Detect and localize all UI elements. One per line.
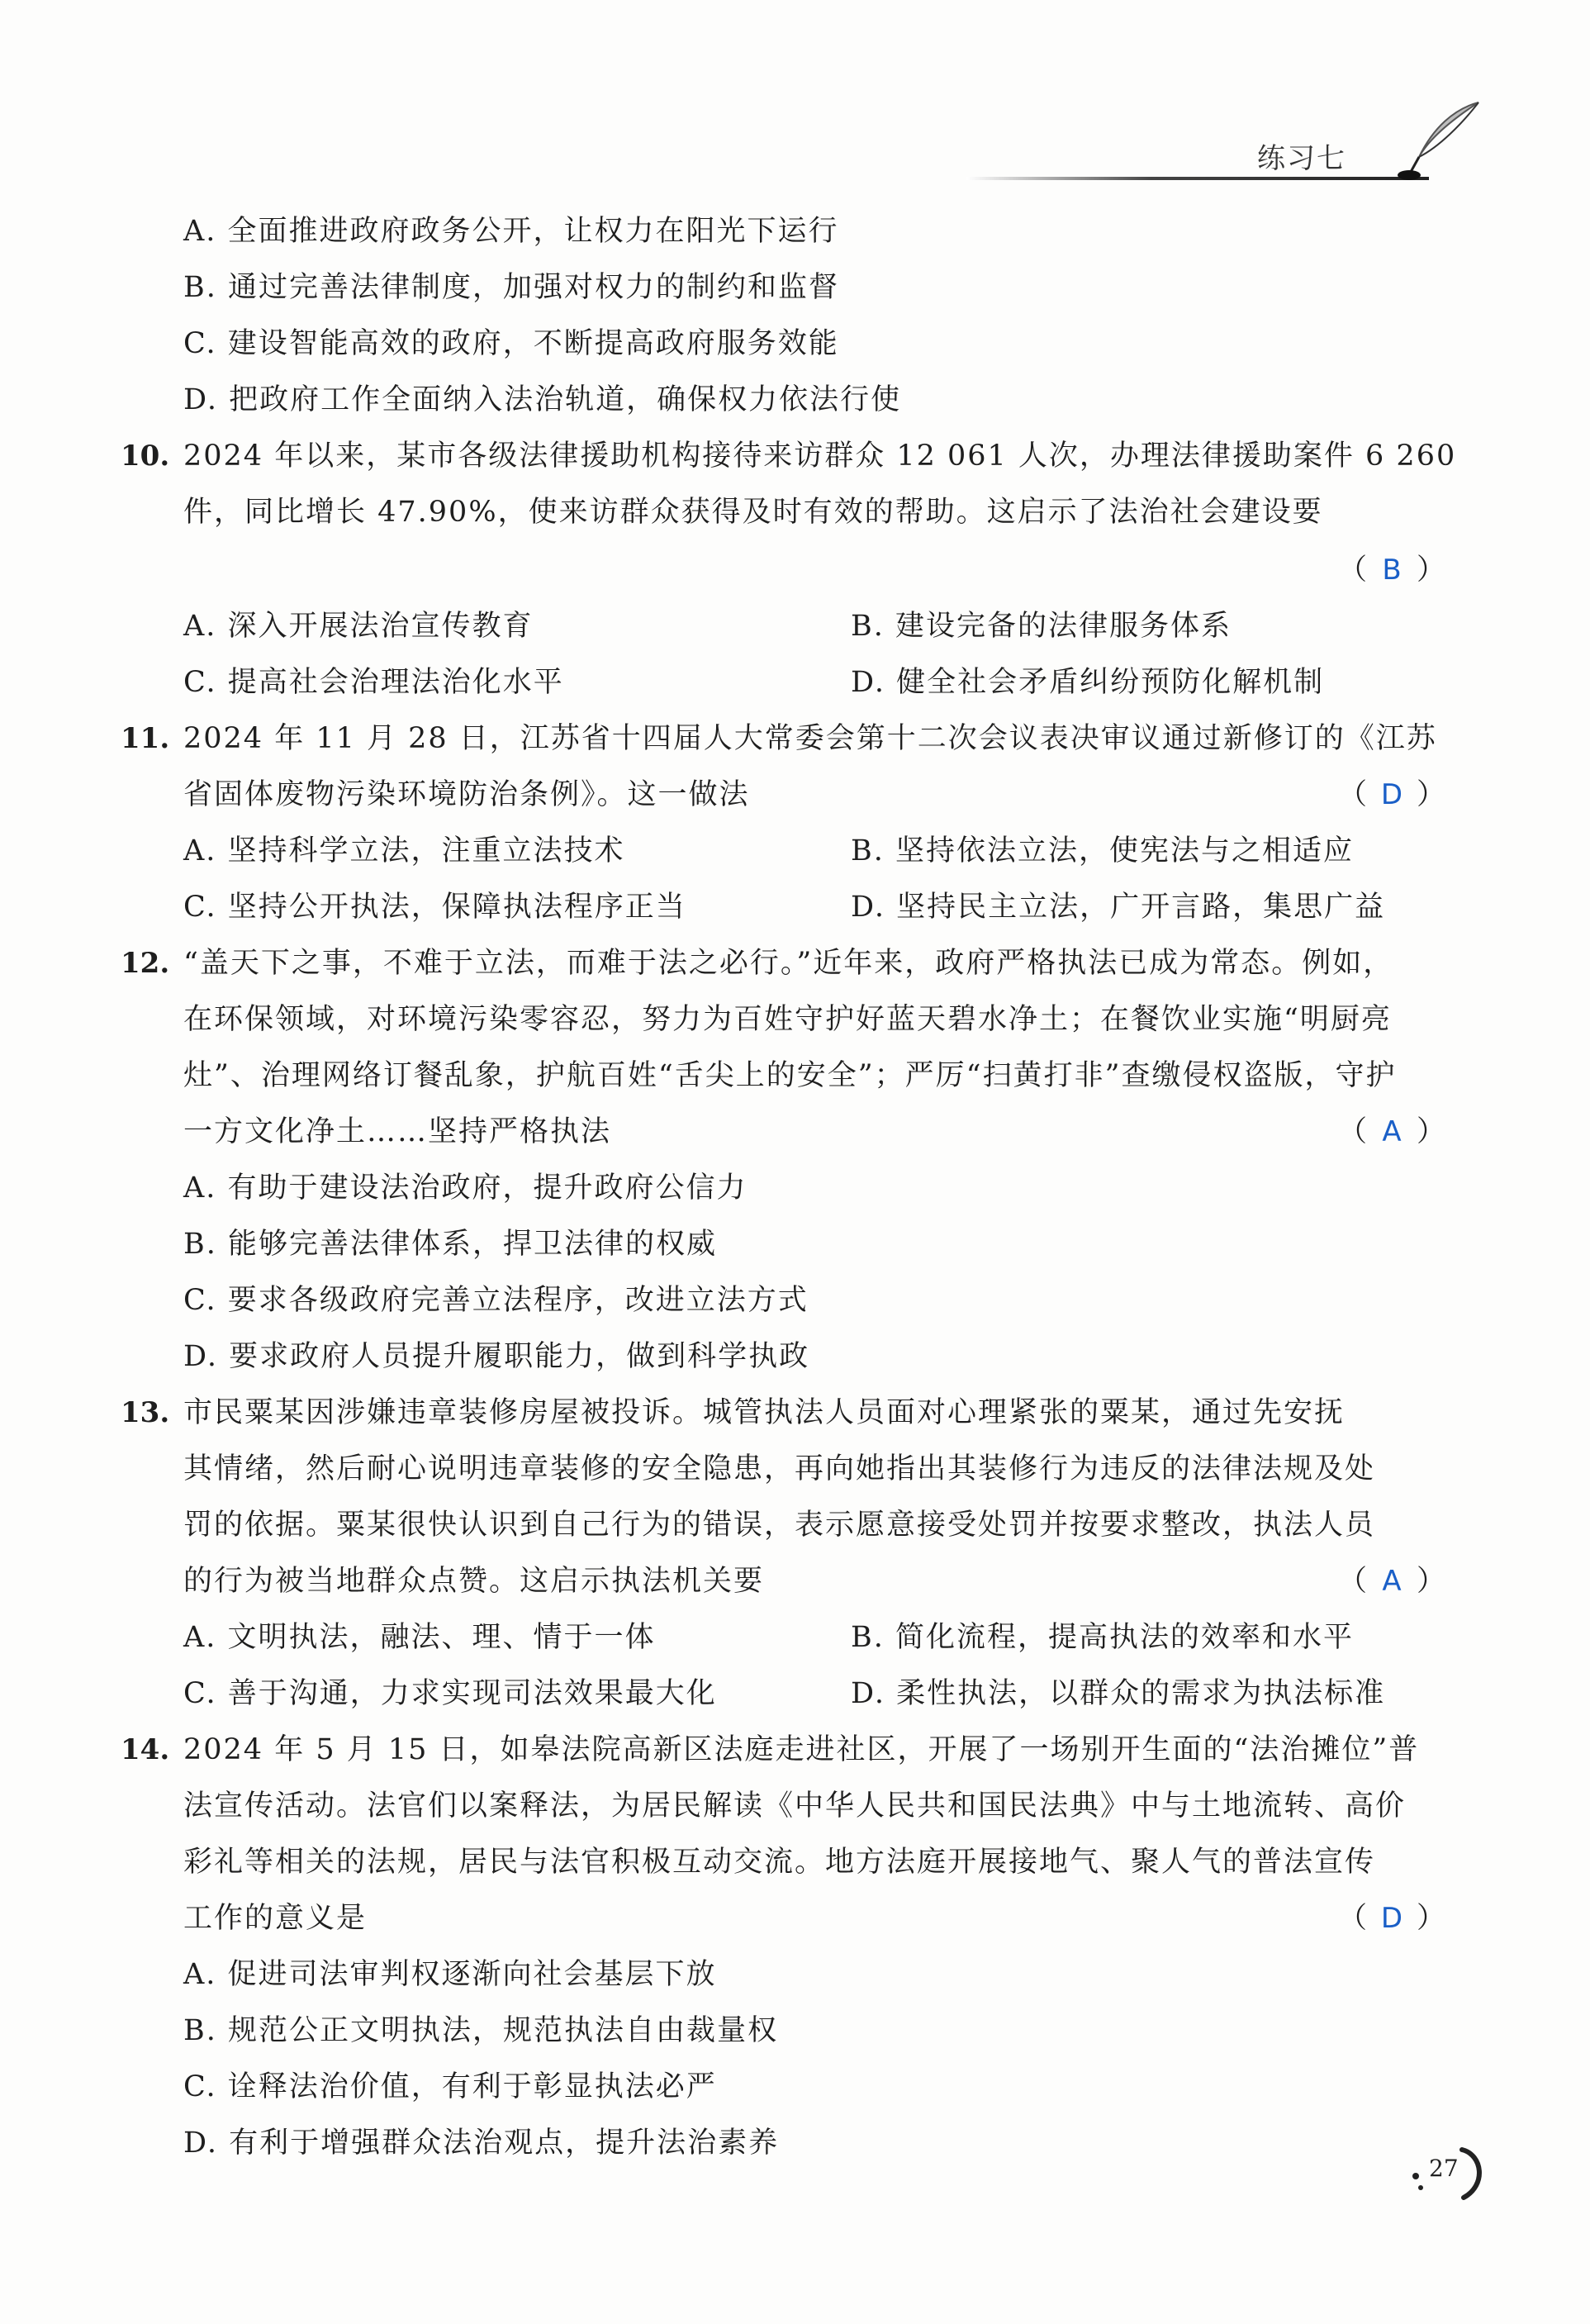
answer-bracket-open: （ (1337, 1115, 1367, 1148)
q13-stem-line-3: 罚的依据。粟某很快认识到自己行为的错误，表示愿意接受处罚并按要求整改，执法人员 (183, 1509, 1376, 1542)
q14-number: 14. (121, 1733, 170, 1766)
q12-stem-line-3: 灶”、治理网络订餐乱象，护航百姓“舌尖上的安全”；严厉“扫黄打非”查缴侵权盗版，守护 (183, 1059, 1397, 1092)
q10-number: 10. (121, 440, 170, 473)
q12-number: 12. (121, 947, 170, 980)
q13-stem-line-4: 的行为被当地群众点赞。这启示执法机关要 (183, 1565, 765, 1598)
q11-answer (1338, 774, 1445, 815)
q13-option-c: C. 善于沟通，力求实现司法效果最大化 (183, 1677, 717, 1710)
q14-option-a: A. 促进司法审判权逐渐向社会基层下放 (183, 1958, 717, 1991)
q12-option-a: A. 有助于建设法治政府，提升政府公信力 (183, 1172, 748, 1205)
page-number: 27 (1429, 2155, 1459, 2182)
q10-answer-value: B (1382, 554, 1402, 587)
q10-option-d: D. 健全社会矛盾纠纷预防化解机制 (851, 666, 1325, 699)
q14-stem-line-4: 工作的意义是 (183, 1902, 368, 1935)
answer-bracket-close: ） (1416, 778, 1445, 811)
answer-bracket-close: ） (1416, 1115, 1445, 1148)
q10-option-c: C. 提高社会治理法治化水平 (183, 666, 564, 699)
q12-option-b: B. 能够完善法律体系，捍卫法律的权威 (183, 1228, 717, 1261)
q11-stem-line-1: 2024 年 11 月 28 日，江苏省十四届人大常委会第十二次会议表决审议通过新修订的《江苏 (183, 722, 1437, 755)
q12-answer-value: A (1382, 1115, 1402, 1148)
answer-bracket-open: （ (1337, 778, 1367, 811)
q13-answer-value: A (1382, 1565, 1402, 1598)
q9-option-c: C. 建设智能高效的政府，不断提高政府服务效能 (183, 327, 839, 360)
q12-stem-line-1: “盖天下之事，不难于立法，而难于法之必行。”近年来，政府严格执法已成为常态。例如， (183, 947, 1394, 980)
answer-bracket-close: ） (1416, 554, 1445, 587)
q10-option-a: A. 深入开展法治宣传教育 (183, 610, 534, 643)
q13-stem-line-2: 其情绪，然后耐心说明违章装修的安全隐患，再向她指出其装修行为违反的法律法规及处 (183, 1452, 1376, 1485)
q10-option-b: B. 建设完备的法律服务体系 (851, 610, 1232, 643)
q13-stem-line-1: 市民粟某因涉嫌违章装修房屋被投诉。城管执法人员面对心理紧张的粟某，通过先安抚 (183, 1396, 1346, 1429)
q14-stem-line-2: 法宣传活动。法官们以案释法，为居民解读《中华人民共和国民法典》中与土地流转、高价 (183, 1789, 1407, 1823)
answer-bracket-open: （ (1337, 1902, 1367, 1935)
q12-stem-line-4: 一方文化净土……坚持严格执法 (183, 1115, 612, 1148)
section-title: 练习七 (1257, 142, 1346, 175)
q13-answer (1338, 1561, 1445, 1602)
q9-option-d: D. 把政府工作全面纳入法治轨道，确保权力依法行使 (183, 383, 902, 416)
page-header (966, 124, 1495, 190)
q10-stem-line-2: 件，同比增长 47.90%，使来访群众获得及时有效的帮助。这启示了法治社会建设要 (183, 496, 1323, 529)
q12-answer (1338, 1111, 1445, 1152)
q9-option-a: A. 全面推进政府政务公开，让权力在阳光下运行 (183, 215, 839, 248)
q14-stem-line-1: 2024 年 5 月 15 日，如皋法院高新区法庭走进社区，开展了一场别开生面的“法治摊位”普 (183, 1733, 1420, 1766)
page-number-badge (1404, 2140, 1495, 2206)
q11-answer-value: D (1380, 778, 1403, 811)
quill-pen-icon (1388, 99, 1487, 190)
q13-option-b: B. 简化流程，提高执法的效率和水平 (851, 1621, 1354, 1654)
q13-number: 13. (121, 1396, 170, 1429)
answer-bracket-close: ） (1416, 1902, 1445, 1935)
q11-option-b: B. 坚持依法立法，使宪法与之相适应 (851, 834, 1354, 867)
q14-answer (1338, 1898, 1445, 1939)
answer-bracket-open: （ (1337, 554, 1367, 587)
q11-option-c: C. 坚持公开执法，保障执法程序正当 (183, 891, 686, 924)
q13-option-a: A. 文明执法，融法、理、情于一体 (183, 1621, 656, 1654)
q14-option-d: D. 有利于增强群众法治观点，提升法治素养 (183, 2127, 780, 2160)
q10-stem-line-1: 2024 年以来，某市各级法律援助机构接待来访群众 12 061 人次，办理法律援助案件 6 260 (183, 440, 1457, 473)
q12-option-c: C. 要求各级政府完善立法程序，改进立法方式 (183, 1284, 809, 1317)
q14-stem-line-3: 彩礼等相关的法规，居民与法官积极互动交流。地方法庭开展接地气、聚人气的普法宣传 (183, 1846, 1376, 1879)
q14-answer-value: D (1380, 1902, 1403, 1935)
q14-option-c: C. 诠释法治价值，有利于彰显执法必严 (183, 2070, 717, 2103)
q10-answer (1338, 549, 1445, 591)
q14-option-b: B. 规范公正文明执法，规范执法自由裁量权 (183, 2014, 778, 2047)
answer-bracket-open: （ (1337, 1565, 1367, 1598)
q11-option-d: D. 坚持民主立法，广开言路，集思广益 (851, 891, 1386, 924)
q9-option-b: B. 通过完善法律制度，加强对权力的制约和监督 (183, 271, 839, 304)
q13-option-d: D. 柔性执法，以群众的需求为执法标准 (851, 1677, 1386, 1710)
answer-bracket-close: ） (1416, 1565, 1445, 1598)
q11-number: 11. (121, 722, 170, 755)
q11-stem-line-2: 省固体废物污染环境防治条例》。这一做法 (183, 778, 750, 811)
header-rule (966, 177, 1429, 180)
q12-stem-line-2: 在环保领域，对环境污染零容忍，努力为百姓守护好蓝天碧水净土；在餐饮业实施“明厨亮 (183, 1003, 1392, 1036)
q11-option-a: A. 坚持科学立法，注重立法技术 (183, 834, 625, 867)
q12-option-d: D. 要求政府人员提升履职能力，做到科学执政 (183, 1340, 810, 1373)
